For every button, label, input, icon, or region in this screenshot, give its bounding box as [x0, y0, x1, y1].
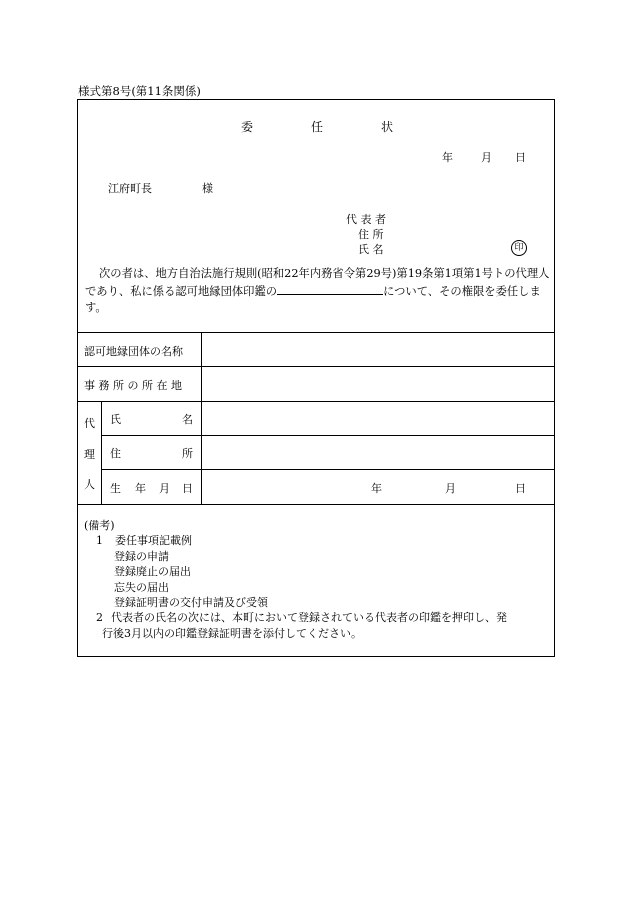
- birth-year-unit: 年: [371, 482, 382, 495]
- birth-label-char-1: 生: [110, 482, 121, 495]
- note-1-item-2: 登録廃止の届出: [114, 565, 191, 579]
- org-name-label: 認可地縁団体の名称: [84, 345, 183, 358]
- birth-label-char-2: 年: [135, 482, 146, 495]
- note-2: [84, 610, 550, 625]
- form-number-label: 様式第8号(第11条関係): [78, 84, 201, 98]
- birth-label-char-4: 日: [182, 482, 193, 495]
- note-1-number: 1: [96, 534, 103, 548]
- birth-month-unit: 月: [445, 482, 456, 495]
- date-day: 日: [515, 151, 526, 164]
- notes-section: [84, 518, 550, 641]
- agent-col-divider: [101, 401, 102, 504]
- delegated-matter-blank[interactable]: [277, 283, 383, 295]
- org-name-field[interactable]: [202, 333, 554, 366]
- agent-address-field[interactable]: [202, 436, 554, 469]
- agent-address-label-2: 所: [182, 447, 193, 460]
- note-2-number: 2: [96, 611, 103, 625]
- table-line-5: [101, 469, 554, 470]
- note-1-item-1: 登録の申請: [114, 549, 169, 563]
- note-1-title: 委任事項記載例: [115, 534, 192, 548]
- note-1-item-4: 登録証明書の交付申請及び受領: [114, 596, 268, 610]
- note-2-line-2: 行後3月以内の印鑑登録証明書を添付してください。: [102, 626, 362, 640]
- birth-day-unit: 日: [515, 482, 526, 495]
- agent-label-char-2: 理: [84, 448, 95, 461]
- title-char-1: 委: [241, 120, 254, 134]
- agent-label-char-3: 人: [84, 478, 95, 491]
- note-2-line-1: 代表者の氏名の次には、本町において登録されている代表者の印鑑を押印し、発: [111, 611, 507, 625]
- title-char-3: 状: [381, 120, 394, 134]
- addressee-name: 江府町長: [108, 182, 152, 195]
- representative-role: 代 表 者: [346, 213, 386, 226]
- power-of-attorney-form: [77, 99, 555, 657]
- note-1: [84, 533, 550, 548]
- delegation-statement: [85, 266, 551, 317]
- agent-address-label-1: 住: [110, 447, 121, 460]
- notes-heading: (備考): [84, 519, 115, 532]
- addressee-honorific: 様: [202, 182, 213, 195]
- representative-address-label: 住 所: [358, 228, 384, 241]
- date-month: 月: [481, 151, 492, 164]
- date-year: 年: [442, 151, 453, 164]
- office-address-field[interactable]: [202, 367, 554, 401]
- statement-part-2: について、その権限を委任します。: [85, 284, 541, 314]
- agent-name-label-1: 氏: [110, 413, 121, 426]
- agent-label-char-1: 代: [84, 417, 95, 430]
- agent-name-field[interactable]: [202, 402, 554, 435]
- agent-name-label-2: 名: [182, 413, 193, 426]
- office-address-label: 事 務 所 の 所 在 地: [84, 379, 182, 392]
- title-char-2: 任: [311, 120, 324, 134]
- representative-name-label: 氏 名: [358, 243, 384, 256]
- birth-label-char-3: 月: [159, 482, 170, 495]
- table-line-bottom: [78, 504, 554, 505]
- statement-part-1: 次の者は、地方自治法施行規則(昭和22年内務省令第29号)第19条第1項第1号トの代理人であり、私に係る認可地縁団体印鑑の: [85, 267, 550, 298]
- seal-mark: 印: [511, 240, 527, 256]
- note-1-item-3: 忘失の届出: [114, 580, 169, 594]
